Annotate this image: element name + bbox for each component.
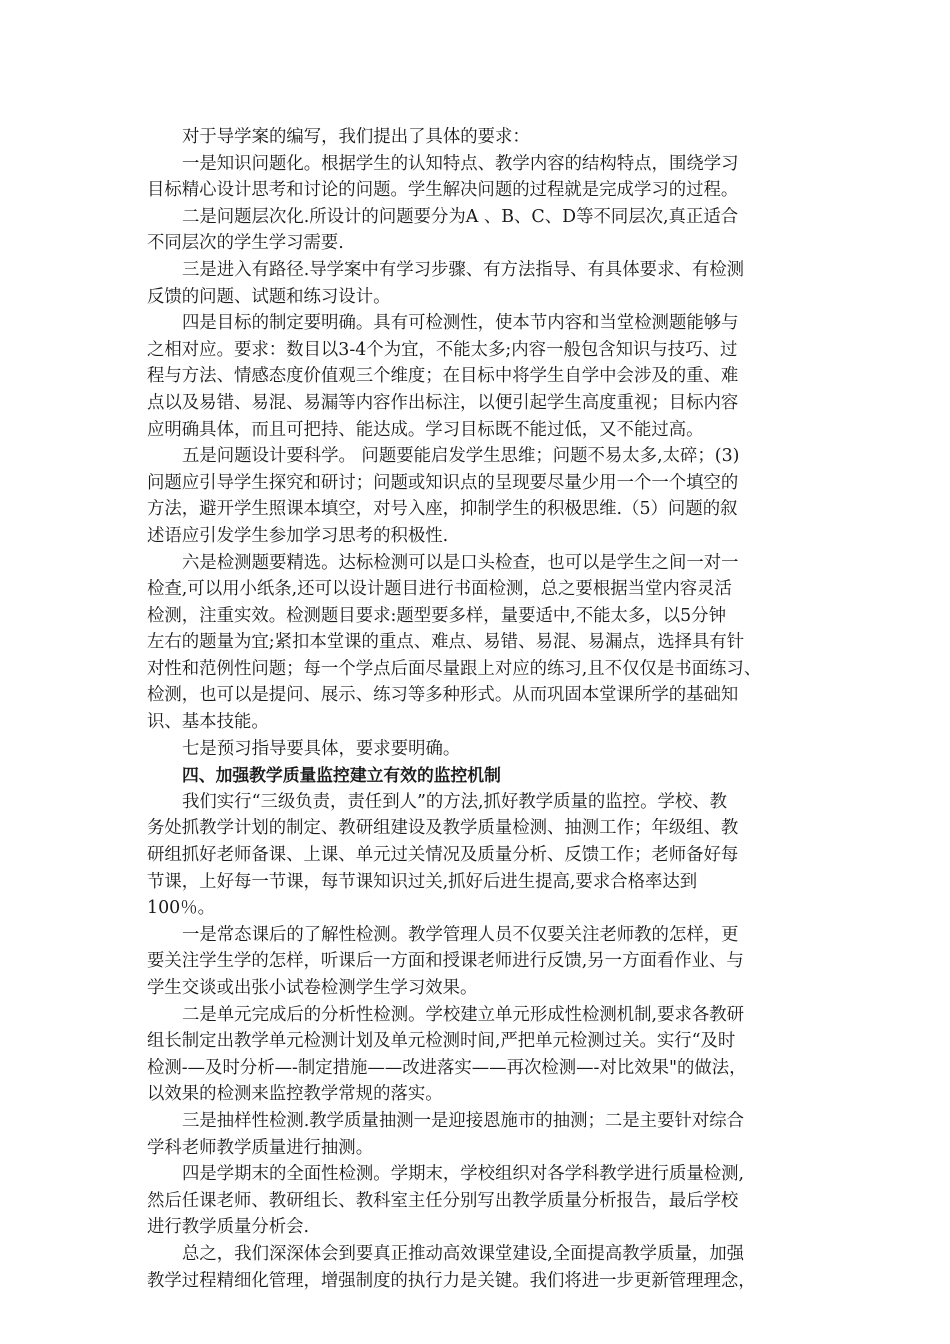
text-line: 我们实行“三级负责，责任到人”的方法,抓好教学质量的监控。学校、教	[182, 791, 728, 812]
text-line: 二是问题层次化.所设计的问题要分为A 、B、C、D等不同层次,真正适合	[182, 206, 739, 227]
text-line: 五是问题设计要科学。 问题要能启发学生思维；问题不易太多,太碎；(3)	[182, 446, 740, 467]
text-line: 左右的题量为宜;紧扣本堂课的重点、难点、易错、易混、易漏点，选择具有针	[147, 632, 745, 653]
text-line: 100％。	[147, 898, 215, 919]
text-line: 之相对应。要求：数目以3-4个为宜，不能太多;内容一般包含知识与技巧、过	[147, 339, 738, 360]
text-line: 七是预习指导要具体，要求要明确。	[182, 738, 461, 759]
text-line: 述语应引发学生参加学习思考的积极性.	[147, 525, 449, 546]
text-line: 检查,可以用小纸条,还可以设计题目进行书面检测，总之要根据当堂内容灵活	[147, 579, 732, 600]
text-line: 一是常态课后的了解性检测。教学管理人员不仅要关注老师教的怎样，更	[182, 924, 739, 945]
text-line: 识、基本技能。	[147, 712, 269, 733]
text-line: 务处抓教学计划的制定、教研组建设及教学质量检测、抽测工作；年级组、教	[147, 818, 739, 839]
text-line: 要关注学生学的怎样，听课后一方面和授课老师进行反馈,另一方面看作业、与	[147, 951, 744, 972]
text-line: 总之，我们深深体会到要真正推动高效课堂建设,全面提高教学质量，加强	[182, 1243, 745, 1264]
text-line: 组长制定出教学单元检测计划及单元检测时间,严把单元检测过关。实行“及时	[147, 1031, 736, 1052]
document-body	[147, 124, 807, 1294]
text-line: 点以及易错、易混、易漏等内容作出标注，以便引起学生高度重视；目标内容	[147, 392, 739, 413]
text-line: 检测-—及时分析—-制定措施——改进落实——再次检测—-对比效果"的做法，	[147, 1057, 747, 1078]
text-line: 对于导学案的编写，我们提出了具体的要求：	[182, 127, 530, 147]
text-line: 二是单元完成后的分析性检测。学校建立单元形成性检测机制,要求各教研	[182, 1004, 745, 1025]
text-line: 进行教学质量分析会.	[147, 1217, 310, 1238]
text-line: 教学过程精细化管理，增强制度的执行力是关键。我们将进一步更新管理理念，	[147, 1270, 756, 1291]
section-heading: 四、加强教学质量监控建立有效的监控机制	[182, 765, 501, 786]
text-line: 检测，也可以是提问、展示、练习等多种形式。从而巩固本堂课所学的基础知	[147, 685, 739, 706]
text-line: 学科老师教学质量进行抽测。	[147, 1137, 374, 1158]
text-line: 三是进入有路径.导学案中有学习步骤、有方法指导、有具体要求、有检测	[182, 259, 745, 280]
text-line: 应明确具体，而且可把持、能达成。学习目标既不能过低，又不能过高。	[147, 419, 704, 440]
text-line: 问题应引导学生探究和研讨；问题或知识点的呈现要尽量少用一个一个填空的	[147, 472, 739, 493]
text-line: 方法，避开学生照课本填空，对号入座，抑制学生的积极思维.（5）问题的叙	[147, 499, 738, 520]
text-line: 然后任课老师、教研组长、教科室主任分别写出教学质量分析报告，最后学校	[147, 1190, 739, 1211]
text-line: 研组抓好老师备课、上课、单元过关情况及质量分析、反馈工作；老师备好每	[147, 845, 739, 866]
text-line: 对性和范例性问题；每一个学点后面尽量跟上对应的练习,且不仅仅是书面练习、	[147, 658, 762, 679]
text-line: 程与方法、情感态度价值观三个维度；在目标中将学生自学中会涉及的重、难	[147, 366, 739, 387]
text-line: 学生交谈或出张小试卷检测学生学习效果。	[147, 978, 478, 998]
text-line: 一是知识问题化。根据学生的认知特点、教学内容的结构特点，围绕学习	[182, 153, 739, 174]
text-line: 以效果的检测来监控教学常规的落实。	[147, 1084, 443, 1105]
text-line: 节课，上好每一节课，每节课知识过关,抓好后进生提高,要求合格率达到	[147, 871, 698, 892]
text-line: 四是学期末的全面性检测。学期末，学校组织对各学科教学进行质量检测,	[182, 1164, 745, 1185]
text-line: 不同层次的学生学习需要.	[147, 233, 344, 254]
text-line: 反馈的问题、试题和练习设计。	[147, 286, 391, 307]
text-line: 检测，注重实效。检测题目要求:题型要多样，量要适中,不能太多，以5分钟	[147, 605, 726, 626]
text-line: 三是抽样性检测.教学质量抽测一是迎接恩施市的抽测；二是主要针对综合	[182, 1110, 745, 1131]
text-line: 六是检测题要精选。达标检测可以是口头检查，也可以是学生之间一对一	[182, 552, 739, 573]
text-line: 目标精心设计思考和讨论的问题。学生解决问题的过程就是完成学习的过程。	[147, 180, 739, 201]
text-line: 四是目标的制定要明确。具有可检测性，使本节内容和当堂检测题能够与	[182, 313, 739, 334]
